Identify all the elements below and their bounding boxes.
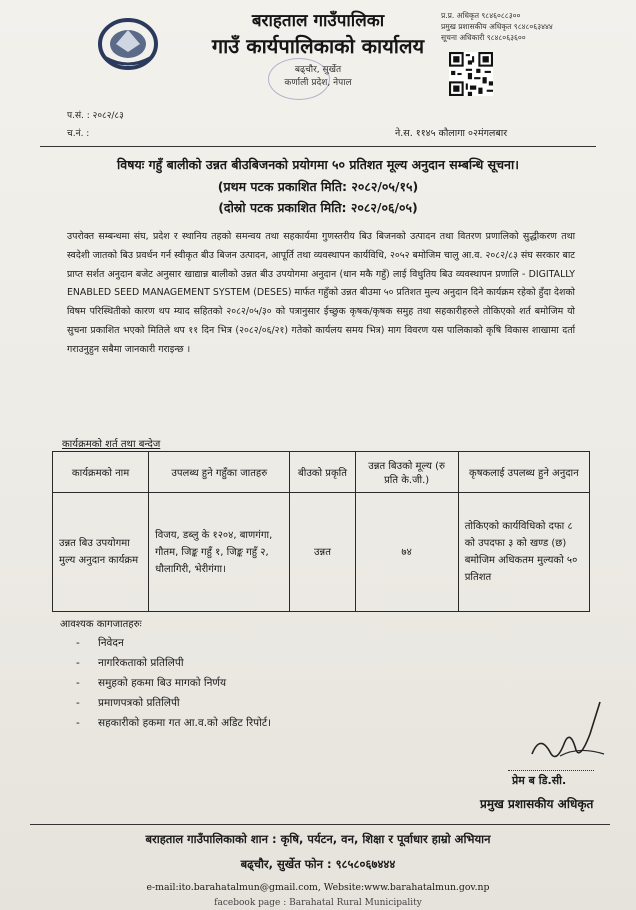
bullet: - (76, 717, 80, 729)
bullet: - (76, 697, 80, 709)
header-divider (40, 146, 596, 147)
list-item (76, 713, 271, 733)
contact-line: प्रमुख प्रशासकीय अधिकृत ९८४८०६३४४४ (441, 22, 553, 31)
varieties-cell: विजय, डब्लु के १२०४, बाणगंगा, गौतम, जिङ्क गहुँ १, जिङ्क गहुँ २, धौलागिरी, भेरीगंगा। (149, 493, 290, 612)
office-name: गाउँ कार्यपालिकाको कार्यालय (211, 34, 425, 58)
price-cell: ७४ (355, 493, 458, 612)
municipality-name: बराहताल गाउँपालिका (251, 11, 385, 31)
document-label: प्रमाणपत्रको प्रतिलिपी (98, 697, 180, 709)
address-line-2: कर्णाली प्रदेश, नेपाल (284, 78, 352, 88)
signature-icon (520, 694, 610, 774)
first-publication-date: (प्रथम पटक प्रकाशित मिति: २०८२/०५/१५) (217, 179, 419, 194)
address-line-1: बढ्चौर, सुर्खेत (294, 65, 342, 75)
program-section-title: कार्यक्रमको शर्त तथा बन्देज (62, 439, 161, 450)
table-header: कार्यक्रमको नाम (53, 452, 149, 493)
signatory-name: प्रेम ब डि.सी. (512, 774, 567, 787)
table-row (53, 493, 590, 612)
documents-title: आवश्यक कागजातहरुः (60, 619, 142, 630)
table-header: बीउको प्रकृति (290, 452, 355, 493)
footer-divider (30, 824, 610, 825)
document-label: समुहको हकमा बिउ मागको निर्णय (98, 677, 227, 689)
chalani-number: च.नं. : (67, 129, 90, 139)
contact-numbers (441, 10, 553, 43)
subsidy-cell: तोकिएको कार्यविधिको दफा ८ को उपदफा ३ को खण्ड (छ) बमोजिम अधिकतम मुल्यको ५० प्रतिशत (458, 493, 589, 612)
office-stamp (268, 58, 330, 100)
notice-subject: विषयः गहुँ बालीको उन्नत बीउबिजनको प्रयोगमा ५० प्रतिशत मूल्य अनुदान सम्बन्धि सूचना। (117, 157, 519, 172)
document-label: नागरिकताको प्रतिलिपी (98, 657, 184, 669)
bullet: - (76, 677, 80, 689)
nepal-sambat-date: ने.स. ११४५ कौलागा ०२मंगलबार (395, 128, 508, 139)
list-item (76, 653, 271, 673)
footer-facebook: facebook page : Barahatal Rural Municipality (214, 898, 422, 908)
bullet: - (76, 657, 80, 669)
signature-line (508, 770, 594, 771)
table-header: उन्नत बिउको मूल्य (रु प्रति के.जी.) (355, 452, 458, 493)
contact-line: सूचना अधिकारी ९८४८०६३६०० (441, 33, 526, 42)
seed-nature-cell: उन्नत (290, 493, 355, 612)
signatory-designation: प्रमुख प्रशासकीय अधिकृत (480, 797, 594, 811)
list-item (76, 633, 271, 653)
list-item (76, 673, 271, 693)
document-label: सहकारीको हकमा गत आ.व.को अडिट रिपोर्ट। (98, 717, 272, 729)
program-table (52, 451, 590, 612)
table-header: कृषकलाई उपलब्ध हुने अनुदान (458, 452, 589, 493)
footer-email-website: e-mail:ito.barahatalmun@gmail.com, Website:www.barahatalmun.gov.np (146, 882, 490, 893)
contact-line: प्र.प्र. अधिकृत ९८४६०८८३०० (441, 11, 521, 20)
qr-code-icon (449, 52, 493, 96)
table-header: उपलब्ध हुने गहुँका जातहरु (149, 452, 290, 493)
patra-sankhya: प.सं. : २०८२/८३ (67, 111, 124, 121)
documents-list (76, 633, 271, 733)
footer-slogan: बराहताल गाउँपालिकाको शान : कृषि, पर्यटन, वन, शिक्षा र पूर्वाधार हाम्रो अभियान (145, 832, 491, 846)
document-label: निवेदन (98, 637, 124, 649)
list-item (76, 693, 271, 713)
footer-phone: बढ्चौर, सुर्खेत फोन : ९८५८०६७४४४ (240, 857, 396, 871)
table-header-row (53, 452, 590, 493)
second-publication-date: (दोस्रो पटक प्रकाशित मिति: २०८२/०६/०५) (218, 200, 418, 215)
bullet: - (76, 637, 80, 649)
program-name-cell: उन्नत बिउ उपयोगमा मुल्य अनुदान कार्यक्रम (53, 493, 149, 612)
notice-body: उपरोक्त सम्बन्धमा संघ, प्रदेश र स्थानिय तहको समन्वय तथा सहकार्यमा गुणस्तरीय बिउ बिजनको उत्पादन तथा वितरण प्रणालिको सुद्धीकरण तथा स्वदेशी जातको बिउ प्रवर्धन गर्न स्वीकृत बीउ बिजन उत्पादन, आपूर्ति तथा व्यवस्थापन कार्यविधि, २०५२ बमोजिम चालु आ.व. २०८२/८३ संघ सरकार बाट प्राप्त सर्शत अनुदान बजेट अनुसार खाद्यान्न बालीको उन्नत बीउ उपयोगमा अनुदान (धान मकै गहुँ) लाई विधुतिय बिउ व्यवस्थापन प्रणालि - DIGITALLY ENABLED SEED MANAGEMENT SYSTEM (DESES) मार्फत गहुँको उन्नत बीउमा ५० प्रतिशत मुल्य अनुदान दिने कार्यक्रम रहेको हुँदा देशको विषम परिस्थितीको कारण थप म्याद सहितको २०८२/०५/३० को पत्रानुसार ईच्छुक कृषक/कृषक समुह तथा सहकारीहरुले तोकिएको शर्त बमोजिम यो सुचना प्रकाशित भएको मितिले थप ११ दिन भित्र (२०८२/०६/२१) गतेको कार्यलय समय भित्र) माग विवरण यस पालिकाको कृषि विकास शाखामा दर्ता गराउनुहुन सबैमा जानकारी गराइन्छ । (67, 231, 575, 355)
